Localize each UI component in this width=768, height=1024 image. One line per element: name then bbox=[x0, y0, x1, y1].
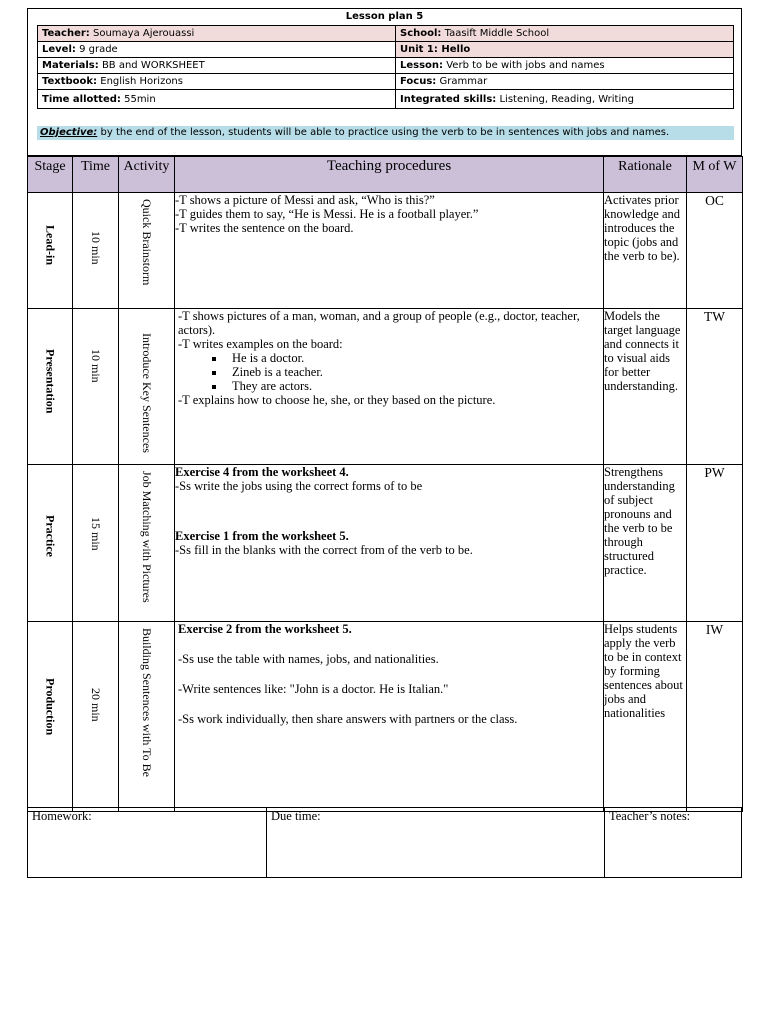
list-item: ▪ He is a doctor. bbox=[226, 351, 603, 365]
time-label: 10 min bbox=[89, 231, 103, 265]
skills-cell: Integrated skills: Listening, Reading, Writing bbox=[396, 90, 734, 109]
activity-cell bbox=[119, 309, 175, 465]
procedure-cell: -T shows a picture of Messi and ask, “Who is this?” -T guides them to say, “He is Messi. He is a football player.” -T writes the sentence on the board. bbox=[175, 193, 604, 309]
lesson-title: Lesson plan 5 bbox=[345, 11, 424, 22]
rationale-cell: Helps students apply the verb to be in context by forming sentences about jobs and nationalities bbox=[604, 622, 687, 812]
teacher-name: Soumaya Ajerouassi bbox=[92, 28, 195, 39]
stage-cell bbox=[28, 309, 73, 465]
objective-text: by the end of the lesson, students will be able to practice using the verb to be in sentences with jobs and names. bbox=[100, 127, 670, 138]
rationale-cell: Strengthens understanding of subject pronouns and the verb to be through structured practice. bbox=[604, 465, 687, 622]
mow-cell: OC bbox=[687, 193, 743, 309]
time-label: 10 min bbox=[89, 349, 103, 383]
procedure-cell: Exercise 4 from the worksheet 4. -Ss write the jobs using the correct forms of to be Exercise 1 from the worksheet 5. -Ss fill in the blanks with the correct from of the verb to be. bbox=[175, 465, 604, 622]
due-time-label: Due time: bbox=[271, 809, 321, 823]
teacher-cell: Teacher: Soumaya Ajerouassi bbox=[38, 26, 396, 42]
exercise-title: Exercise 2 from the worksheet 5. bbox=[178, 622, 352, 636]
stage-label: Production bbox=[43, 678, 58, 736]
header-stage: Stage bbox=[28, 157, 73, 193]
table-row bbox=[28, 193, 743, 309]
teacher-notes-label: Teacher’s notes: bbox=[609, 809, 691, 823]
materials-cell: Materials: BB and WORKSHEET bbox=[38, 58, 396, 74]
focus-value: Grammar bbox=[439, 76, 488, 87]
time-cell bbox=[73, 622, 119, 812]
time-cell bbox=[73, 309, 119, 465]
textbook-value: English Horizons bbox=[100, 76, 183, 87]
activity-cell bbox=[119, 193, 175, 309]
lesson-value: Verb to be with jobs and names bbox=[446, 60, 605, 71]
homework-cell bbox=[28, 808, 267, 877]
header-time: Time bbox=[73, 157, 119, 193]
focus-cell: Focus: Grammar bbox=[396, 74, 734, 90]
time-label: 15 min bbox=[89, 517, 103, 551]
activity-label: Quick Brainstorm bbox=[140, 199, 154, 286]
exercise-title: Exercise 4 from the worksheet 4. bbox=[175, 465, 349, 479]
header-rationale: Rationale bbox=[604, 157, 687, 193]
stage-label: Presentation bbox=[43, 349, 58, 414]
stage-label: Practice bbox=[43, 515, 58, 557]
table-row bbox=[28, 465, 743, 622]
mow-cell: TW bbox=[687, 309, 743, 465]
activity-cell bbox=[119, 465, 175, 622]
procedure-cell: Exercise 2 from the worksheet 5. -Ss use the table with names, jobs, and nationalities. -Write sentences like: "John is a doctor. He is Italian." -Ss work individually, then share answers with partners or the class. bbox=[175, 622, 604, 812]
procedures-table bbox=[27, 156, 742, 810]
footer bbox=[27, 807, 742, 878]
level-value: 9 grade bbox=[79, 44, 118, 55]
lesson-info-table bbox=[37, 25, 734, 109]
textbook-cell: Textbook: English Horizons bbox=[38, 74, 396, 90]
school-name: Taasift Middle School bbox=[444, 28, 550, 39]
rationale-cell: Models the target language and connects it to visual aids for better understanding. bbox=[604, 309, 687, 465]
lesson-header bbox=[27, 8, 742, 156]
rationale-cell: Activates prior knowledge and introduces the topic (jobs and the verb to be). bbox=[604, 193, 687, 309]
skills-value: Listening, Reading, Writing bbox=[499, 93, 634, 105]
stage-label: Lead-in bbox=[43, 225, 58, 266]
table-row bbox=[28, 622, 743, 812]
activity-label: Building Sentences with To Be bbox=[140, 628, 154, 777]
objective bbox=[37, 126, 734, 140]
time-label: 20 min bbox=[89, 688, 103, 722]
unit-cell bbox=[396, 42, 734, 58]
time-cell bbox=[73, 465, 119, 622]
activity-label: Job Matching with Pictures bbox=[140, 471, 154, 603]
mow-cell: IW bbox=[687, 622, 743, 812]
header-mow: M of W bbox=[687, 157, 743, 193]
stage-cell bbox=[28, 193, 73, 309]
school-cell: School: Taasift Middle School bbox=[396, 26, 734, 42]
header-procedures: Teaching procedures bbox=[175, 157, 604, 193]
time-cell bbox=[73, 193, 119, 309]
examples-list bbox=[178, 351, 603, 393]
objective-label: Objective: bbox=[40, 127, 98, 138]
teacher-notes-cell bbox=[605, 808, 743, 877]
exercise-title: Exercise 1 from the worksheet 5. bbox=[175, 529, 349, 543]
level-cell: Level: 9 grade bbox=[38, 42, 396, 58]
stage-cell bbox=[28, 622, 73, 812]
due-time-cell bbox=[267, 808, 605, 877]
lesson-cell: Lesson: Verb to be with jobs and names bbox=[396, 58, 734, 74]
procedure-cell: -T shows pictures of a man, woman, and a group of people (e.g., doctor, teacher, actors). -T writes examples on the board: ▪ He is a doctor. ▪ Zineb is a teacher. ▪ They are actors. -T explains how to choose he, she, or they based on the picture. bbox=[175, 309, 604, 465]
activity-cell bbox=[119, 622, 175, 812]
homework-label: Homework: bbox=[32, 809, 92, 823]
table-row bbox=[28, 309, 743, 465]
stage-cell bbox=[28, 465, 73, 622]
list-item: ▪ Zineb is a teacher. bbox=[226, 365, 603, 379]
mow-cell: PW bbox=[687, 465, 743, 622]
header-activity: Activity bbox=[119, 157, 175, 193]
unit-value: Unit 1: Hello bbox=[400, 44, 471, 55]
activity-label: Introduce Key Sentences bbox=[140, 333, 154, 453]
list-item: ▪ They are actors. bbox=[226, 379, 603, 393]
materials-value: BB and WORKSHEET bbox=[101, 60, 205, 71]
time-allotted-value: 55min bbox=[124, 93, 156, 105]
time-allotted-cell: Time allotted: 55min bbox=[38, 90, 396, 109]
